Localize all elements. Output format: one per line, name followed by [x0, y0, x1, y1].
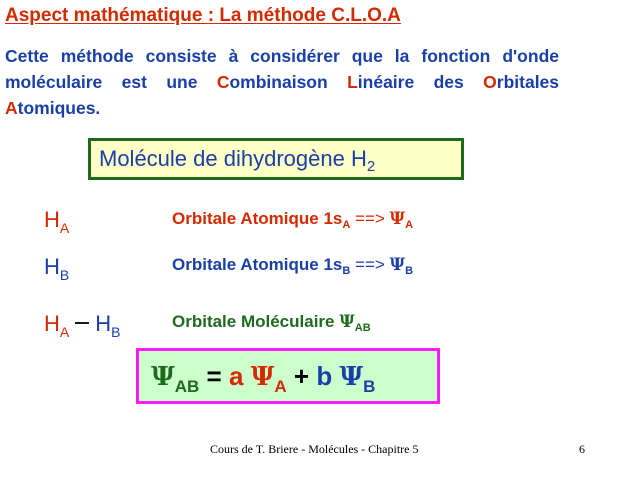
bond-label-ha-text: H [44, 311, 60, 336]
psi-a-symbol: Ψ [389, 209, 406, 229]
molecule-box [88, 138, 464, 180]
intro-letter-l: L [347, 72, 358, 92]
molecule-box-text: Molécule de dihydrogène H [99, 146, 367, 171]
footer-text: Cours de T. Briere - Molécules - Chapitre 5 [210, 442, 419, 456]
orbital-desc-b-sub: B [342, 265, 351, 277]
orbital-desc-b-text: Orbitale Atomique 1s [172, 255, 343, 274]
orbital-desc-a [172, 209, 413, 229]
atom-label-hb [44, 254, 70, 283]
bond-dash [75, 322, 89, 324]
slide-title: Aspect mathématique : La méthode C.L.O.A [5, 5, 401, 26]
intro-letter-c: C [216, 72, 230, 92]
psi-b-symbol: Ψ [389, 255, 406, 275]
psi-ab-symbol: Ψ [339, 312, 355, 332]
formula-psi-a-sub: A [274, 377, 287, 396]
formula-plus: + [286, 361, 317, 391]
intro-letter-a: A [5, 98, 18, 118]
formula-psi-b-sub: B [363, 377, 376, 396]
intro-text-1: Cette méthode consiste à considérer que la fonction d'onde moléculaire est une [5, 46, 559, 92]
psi-ab-sub: AB [354, 322, 371, 334]
orbital-desc-b [172, 255, 413, 275]
formula-psi-b: Ψ [339, 362, 364, 392]
intro-text-3: inéaire des [357, 72, 484, 92]
formula-psi-ab: Ψ [151, 362, 175, 392]
formula-psi-a: Ψ [250, 362, 275, 392]
intro-text-5: tomiques. [17, 98, 101, 118]
formula-coef-b: b [316, 361, 340, 391]
lcao-formula-box [136, 348, 440, 404]
orbital-desc-b-arrow: ==> [350, 255, 390, 274]
atom-label-hb-sub: B [59, 267, 70, 283]
atom-label-hb-text: H [44, 254, 60, 279]
formula-coef-a: a [228, 361, 251, 391]
molecule-box-sub: 2 [366, 158, 376, 175]
orbital-desc-ab-text: Orbitale Moléculaire [172, 312, 340, 331]
intro-text-4: rbitales [496, 72, 560, 92]
intro-text-2: ombinaison [229, 72, 348, 92]
formula-equals: = [199, 361, 229, 391]
orbital-desc-a-sub: A [342, 219, 351, 231]
bond-label-hahb [44, 311, 121, 340]
intro-letter-o: O [483, 72, 497, 92]
intro-paragraph [5, 43, 559, 121]
bond-label-hb-text: H [95, 311, 112, 336]
bond-label-ha-sub: A [59, 324, 70, 340]
formula-psi-ab-sub: AB [174, 377, 200, 396]
orbital-desc-ab [172, 312, 371, 332]
psi-a-sub: A [405, 219, 414, 231]
orbital-desc-a-arrow: ==> [350, 209, 390, 228]
atom-label-ha [44, 207, 70, 236]
page-number: 6 [579, 442, 585, 456]
atom-label-ha-text: H [44, 207, 60, 232]
bond-label-hb-sub: B [111, 324, 121, 340]
orbital-desc-a-text: Orbitale Atomique 1s [172, 209, 343, 228]
psi-b-sub: B [405, 265, 414, 277]
atom-label-ha-sub: A [59, 220, 70, 236]
